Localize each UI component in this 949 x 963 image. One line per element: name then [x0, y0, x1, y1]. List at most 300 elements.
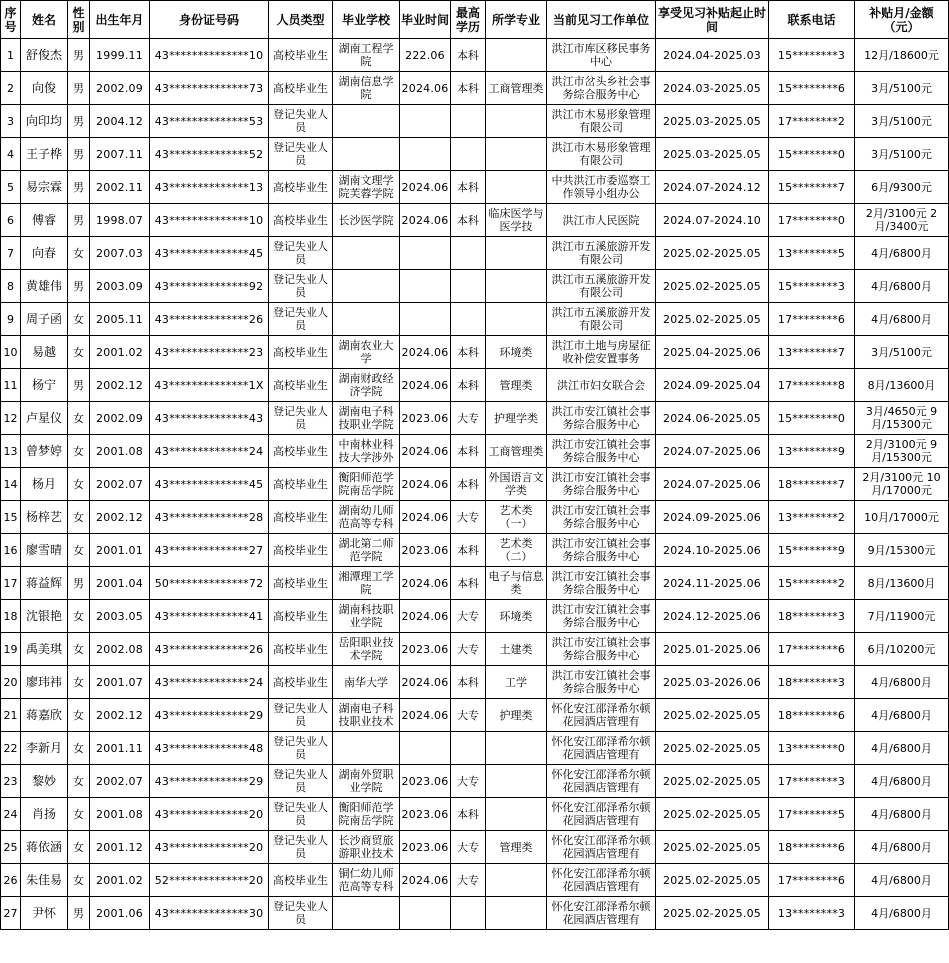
cell-no: 23 [1, 765, 21, 798]
cell-education: 本科 [451, 798, 486, 831]
cell-grad-time [400, 237, 451, 270]
cell-subsidy-period: 2025.02-2025.05 [656, 897, 769, 930]
cell-person-type: 登记失业人员 [269, 237, 333, 270]
cell-work-unit: 洪江市五溪旅游开发有限公司 [547, 303, 656, 336]
cell-phone: 18********7 [769, 468, 855, 501]
cell-major: 工商管理类 [486, 72, 547, 105]
header-id-number: 身份证号码 [150, 1, 269, 39]
cell-birth: 2001.04 [90, 567, 150, 600]
cell-subsidy-period: 2025.01-2025.06 [656, 633, 769, 666]
cell-subsidy-period: 2025.02-2025.05 [656, 831, 769, 864]
cell-phone: 17********6 [769, 864, 855, 897]
cell-gender: 女 [68, 633, 90, 666]
cell-person-type: 高校毕业生 [269, 501, 333, 534]
cell-name: 卢星仪 [21, 402, 68, 435]
cell-gender: 男 [68, 171, 90, 204]
cell-education: 大专 [451, 501, 486, 534]
cell-education: 本科 [451, 336, 486, 369]
cell-subsidy-period: 2024.09-2025.04 [656, 369, 769, 402]
table-row [1, 435, 949, 468]
cell-work-unit: 怀化安江邵泽希尔顿花园酒店管理有 [547, 765, 656, 798]
cell-work-unit: 怀化安江邵泽希尔顿花园酒店管理有 [547, 732, 656, 765]
cell-work-unit: 洪江市安江镇社会事务综合服务中心 [547, 633, 656, 666]
cell-grad-time: 2024.06 [400, 72, 451, 105]
cell-work-unit: 洪江市库区移民事务中心 [547, 39, 656, 72]
cell-subsidy-period: 2025.02-2025.05 [656, 270, 769, 303]
cell-grad-time: 2023.06 [400, 798, 451, 831]
cell-person-type: 登记失业人员 [269, 798, 333, 831]
cell-grad-time: 2024.06 [400, 336, 451, 369]
cell-gender: 男 [68, 72, 90, 105]
cell-gender: 女 [68, 831, 90, 864]
cell-birth: 1998.07 [90, 204, 150, 237]
cell-person-type: 高校毕业生 [269, 204, 333, 237]
cell-gender: 男 [68, 270, 90, 303]
cell-education: 本科 [451, 72, 486, 105]
cell-birth: 2001.06 [90, 897, 150, 930]
cell-major: 护理学类 [486, 402, 547, 435]
header-subsidy-period: 享受见习补贴起止时间 [656, 1, 769, 39]
cell-id-number: 43**************20 [150, 831, 269, 864]
cell-subsidy-period: 2025.03-2026.06 [656, 666, 769, 699]
cell-school [333, 303, 400, 336]
cell-major [486, 171, 547, 204]
table-row [1, 534, 949, 567]
header-school: 毕业学校 [333, 1, 400, 39]
cell-subsidy-period: 2025.02-2025.05 [656, 303, 769, 336]
cell-person-type: 高校毕业生 [269, 534, 333, 567]
cell-grad-time: 222.06 [400, 39, 451, 72]
cell-work-unit: 洪江市岔头乡社会事务综合服务中心 [547, 72, 656, 105]
cell-grad-time [400, 303, 451, 336]
cell-person-type: 登记失业人员 [269, 138, 333, 171]
cell-work-unit: 怀化安江邵泽希尔顿花园酒店管理有 [547, 699, 656, 732]
cell-subsidy-period: 2025.02-2025.05 [656, 237, 769, 270]
cell-work-unit: 怀化安江邵泽希尔顿花园酒店管理有 [547, 864, 656, 897]
cell-grad-time [400, 732, 451, 765]
cell-phone: 15********3 [769, 39, 855, 72]
header-grad-time: 毕业时间 [400, 1, 451, 39]
cell-id-number: 52**************20 [150, 864, 269, 897]
cell-grad-time: 2023.06 [400, 633, 451, 666]
cell-gender: 男 [68, 39, 90, 72]
cell-no: 15 [1, 501, 21, 534]
cell-gender: 女 [68, 666, 90, 699]
cell-school: 湖南外贸职业学院 [333, 765, 400, 798]
cell-subsidy-amount: 12月/18600元 [855, 39, 949, 72]
cell-work-unit: 洪江市五溪旅游开发有限公司 [547, 270, 656, 303]
cell-subsidy-amount: 4月/6800月 [855, 270, 949, 303]
cell-school: 湖北第二师范学院 [333, 534, 400, 567]
cell-subsidy-amount: 3月/4650元 9月/15300元 [855, 402, 949, 435]
cell-gender: 男 [68, 204, 90, 237]
table-row [1, 138, 949, 171]
cell-name: 蒋依涵 [21, 831, 68, 864]
cell-birth: 2001.02 [90, 336, 150, 369]
cell-birth: 2001.08 [90, 435, 150, 468]
cell-no: 14 [1, 468, 21, 501]
cell-no: 6 [1, 204, 21, 237]
cell-no: 20 [1, 666, 21, 699]
cell-education: 本科 [451, 435, 486, 468]
cell-id-number: 43**************24 [150, 435, 269, 468]
cell-gender: 男 [68, 567, 90, 600]
cell-no: 22 [1, 732, 21, 765]
cell-id-number: 43**************10 [150, 204, 269, 237]
cell-person-type: 高校毕业生 [269, 567, 333, 600]
table-row [1, 336, 949, 369]
cell-grad-time: 2023.06 [400, 534, 451, 567]
cell-subsidy-amount: 6月/9300元 [855, 171, 949, 204]
cell-no: 4 [1, 138, 21, 171]
cell-major [486, 897, 547, 930]
cell-education [451, 105, 486, 138]
cell-id-number: 43**************92 [150, 270, 269, 303]
cell-birth: 1999.11 [90, 39, 150, 72]
table-row [1, 633, 949, 666]
cell-id-number: 43**************48 [150, 732, 269, 765]
cell-subsidy-amount: 4月/6800月 [855, 732, 949, 765]
cell-subsidy-amount: 9月/15300元 [855, 534, 949, 567]
cell-id-number: 43**************29 [150, 765, 269, 798]
cell-birth: 2002.07 [90, 765, 150, 798]
cell-major: 土建类 [486, 633, 547, 666]
cell-work-unit: 洪江市安江镇社会事务综合服务中心 [547, 501, 656, 534]
cell-grad-time: 2023.06 [400, 765, 451, 798]
cell-work-unit: 中共洪江市委巡察工作领导小组办公 [547, 171, 656, 204]
header-phone: 联系电话 [769, 1, 855, 39]
cell-gender: 女 [68, 237, 90, 270]
cell-subsidy-period: 2025.03-2025.05 [656, 138, 769, 171]
cell-name: 曾梦婷 [21, 435, 68, 468]
cell-person-type: 高校毕业生 [269, 171, 333, 204]
cell-person-type: 登记失业人员 [269, 270, 333, 303]
table-row [1, 798, 949, 831]
cell-major [486, 138, 547, 171]
cell-subsidy-period: 2024.04-2025.03 [656, 39, 769, 72]
cell-major: 工学 [486, 666, 547, 699]
cell-school: 湖南科技职业学院 [333, 600, 400, 633]
cell-grad-time: 2023.06 [400, 402, 451, 435]
cell-major [486, 105, 547, 138]
cell-gender: 女 [68, 732, 90, 765]
cell-phone: 15********0 [769, 138, 855, 171]
cell-school: 铜仁幼儿师范高等专科 [333, 864, 400, 897]
cell-birth: 2002.12 [90, 369, 150, 402]
cell-grad-time: 2024.06 [400, 468, 451, 501]
cell-grad-time: 2024.06 [400, 369, 451, 402]
cell-phone: 17********2 [769, 105, 855, 138]
cell-subsidy-amount: 3月/5100元 [855, 72, 949, 105]
cell-subsidy-amount: 7月/11900元 [855, 600, 949, 633]
header-birth: 出生年月 [90, 1, 150, 39]
cell-education: 本科 [451, 204, 486, 237]
cell-subsidy-amount: 2月/3100元 9月/15300元 [855, 435, 949, 468]
cell-birth: 2003.05 [90, 600, 150, 633]
cell-no: 25 [1, 831, 21, 864]
cell-name: 廖玮袆 [21, 666, 68, 699]
header-person-type: 人员类型 [269, 1, 333, 39]
cell-subsidy-period: 2024.07-2025.06 [656, 468, 769, 501]
cell-id-number: 43**************28 [150, 501, 269, 534]
cell-major [486, 237, 547, 270]
cell-work-unit: 洪江市妇女联合会 [547, 369, 656, 402]
cell-id-number: 43**************30 [150, 897, 269, 930]
cell-no: 7 [1, 237, 21, 270]
cell-phone: 13********2 [769, 501, 855, 534]
cell-major: 艺术类（二） [486, 534, 547, 567]
cell-name: 杨月 [21, 468, 68, 501]
cell-birth: 2001.07 [90, 666, 150, 699]
cell-major [486, 39, 547, 72]
cell-gender: 女 [68, 600, 90, 633]
cell-no: 17 [1, 567, 21, 600]
header-name: 姓名 [21, 1, 68, 39]
table-header-row [1, 1, 949, 39]
cell-work-unit: 怀化安江邵泽希尔顿花园酒店管理有 [547, 831, 656, 864]
cell-school [333, 270, 400, 303]
cell-education: 大专 [451, 831, 486, 864]
header-major: 所学专业 [486, 1, 547, 39]
cell-work-unit: 洪江市木易形象管理有限公司 [547, 105, 656, 138]
cell-subsidy-period: 2024.12-2025.06 [656, 600, 769, 633]
cell-school: 湖南电子科技职业技术 [333, 699, 400, 732]
cell-grad-time [400, 105, 451, 138]
cell-no: 13 [1, 435, 21, 468]
cell-id-number: 43**************45 [150, 468, 269, 501]
cell-school: 中南林业科技大学涉外 [333, 435, 400, 468]
table-row [1, 765, 949, 798]
cell-education: 本科 [451, 39, 486, 72]
table-row [1, 39, 949, 72]
cell-grad-time: 2024.06 [400, 699, 451, 732]
cell-grad-time [400, 138, 451, 171]
cell-education: 大专 [451, 864, 486, 897]
cell-id-number: 43**************43 [150, 402, 269, 435]
cell-school: 湖南文理学院芙蓉学院 [333, 171, 400, 204]
cell-birth: 2001.12 [90, 831, 150, 864]
cell-phone: 18********6 [769, 831, 855, 864]
table-row [1, 831, 949, 864]
cell-work-unit: 洪江市人民医院 [547, 204, 656, 237]
cell-birth: 2001.02 [90, 864, 150, 897]
cell-education: 本科 [451, 171, 486, 204]
cell-name: 蒋嘉欣 [21, 699, 68, 732]
cell-subsidy-period: 2025.03-2025.05 [656, 105, 769, 138]
cell-person-type: 登记失业人员 [269, 732, 333, 765]
cell-subsidy-amount: 4月/6800月 [855, 765, 949, 798]
cell-education: 本科 [451, 468, 486, 501]
cell-name: 黎妙 [21, 765, 68, 798]
cell-subsidy-period: 2025.02-2025.05 [656, 798, 769, 831]
cell-id-number: 43**************41 [150, 600, 269, 633]
cell-phone: 18********6 [769, 699, 855, 732]
cell-gender: 女 [68, 303, 90, 336]
cell-subsidy-period: 2024.09-2025.06 [656, 501, 769, 534]
cell-name: 周子函 [21, 303, 68, 336]
cell-major: 环境类 [486, 336, 547, 369]
cell-grad-time: 2024.06 [400, 204, 451, 237]
cell-birth: 2002.11 [90, 171, 150, 204]
cell-no: 21 [1, 699, 21, 732]
cell-major: 护理类 [486, 699, 547, 732]
cell-subsidy-period: 2024.06-2025.05 [656, 402, 769, 435]
cell-id-number: 43**************53 [150, 105, 269, 138]
cell-name: 肖扬 [21, 798, 68, 831]
cell-no: 2 [1, 72, 21, 105]
table-row [1, 501, 949, 534]
cell-subsidy-amount: 2月/3100元 2月/3400元 [855, 204, 949, 237]
cell-subsidy-amount: 4月/6800月 [855, 798, 949, 831]
cell-id-number: 43**************26 [150, 303, 269, 336]
cell-subsidy-amount: 4月/6800月 [855, 864, 949, 897]
cell-gender: 男 [68, 897, 90, 930]
cell-no: 11 [1, 369, 21, 402]
cell-work-unit: 洪江市安江镇社会事务综合服务中心 [547, 567, 656, 600]
cell-person-type: 登记失业人员 [269, 831, 333, 864]
cell-work-unit: 洪江市安江镇社会事务综合服务中心 [547, 402, 656, 435]
cell-id-number: 43**************20 [150, 798, 269, 831]
cell-gender: 女 [68, 534, 90, 567]
cell-birth: 2003.09 [90, 270, 150, 303]
cell-gender: 女 [68, 864, 90, 897]
cell-name: 向俊 [21, 72, 68, 105]
cell-id-number: 43**************73 [150, 72, 269, 105]
cell-subsidy-amount: 10月/17000元 [855, 501, 949, 534]
cell-name: 傅睿 [21, 204, 68, 237]
cell-name: 舒俊杰 [21, 39, 68, 72]
cell-no: 19 [1, 633, 21, 666]
cell-grad-time [400, 270, 451, 303]
cell-name: 朱佳易 [21, 864, 68, 897]
cell-grad-time: 2024.06 [400, 600, 451, 633]
cell-school [333, 105, 400, 138]
cell-phone: 15********7 [769, 171, 855, 204]
cell-work-unit: 洪江市安江镇社会事务综合服务中心 [547, 468, 656, 501]
cell-phone: 17********3 [769, 765, 855, 798]
cell-major: 管理类 [486, 369, 547, 402]
cell-major [486, 270, 547, 303]
header-gender: 性别 [68, 1, 90, 39]
cell-phone: 18********3 [769, 666, 855, 699]
cell-no: 3 [1, 105, 21, 138]
cell-id-number: 43**************29 [150, 699, 269, 732]
cell-work-unit: 洪江市安江镇社会事务综合服务中心 [547, 666, 656, 699]
cell-subsidy-amount: 6月/10200元 [855, 633, 949, 666]
cell-no: 27 [1, 897, 21, 930]
cell-education: 本科 [451, 567, 486, 600]
cell-grad-time: 2023.06 [400, 831, 451, 864]
cell-phone: 13********5 [769, 237, 855, 270]
cell-major [486, 303, 547, 336]
cell-no: 16 [1, 534, 21, 567]
cell-major [486, 864, 547, 897]
cell-subsidy-amount: 3月/5100元 [855, 138, 949, 171]
cell-subsidy-amount: 4月/6800月 [855, 666, 949, 699]
cell-gender: 女 [68, 765, 90, 798]
cell-school [333, 897, 400, 930]
cell-subsidy-period: 2025.02-2025.05 [656, 765, 769, 798]
table-row [1, 270, 949, 303]
cell-no: 24 [1, 798, 21, 831]
table-row [1, 303, 949, 336]
cell-subsidy-period: 2024.10-2025.06 [656, 534, 769, 567]
cell-school [333, 237, 400, 270]
cell-birth: 2002.12 [90, 699, 150, 732]
cell-work-unit: 洪江市五溪旅游开发有限公司 [547, 237, 656, 270]
cell-phone: 17********8 [769, 369, 855, 402]
cell-subsidy-period: 2025.02-2025.05 [656, 864, 769, 897]
cell-grad-time: 2024.06 [400, 864, 451, 897]
cell-no: 10 [1, 336, 21, 369]
cell-phone: 17********6 [769, 303, 855, 336]
cell-subsidy-amount: 4月/6800月 [855, 237, 949, 270]
cell-person-type: 高校毕业生 [269, 864, 333, 897]
cell-id-number: 43**************27 [150, 534, 269, 567]
cell-no: 12 [1, 402, 21, 435]
cell-education: 大专 [451, 600, 486, 633]
cell-major: 外国语言文学类 [486, 468, 547, 501]
cell-major: 环境类 [486, 600, 547, 633]
table-row [1, 171, 949, 204]
cell-education [451, 237, 486, 270]
cell-name: 禹美琪 [21, 633, 68, 666]
cell-subsidy-amount: 8月/13600月 [855, 369, 949, 402]
cell-subsidy-amount: 4月/6800月 [855, 699, 949, 732]
cell-school: 湖南农业大学 [333, 336, 400, 369]
cell-major: 管理类 [486, 831, 547, 864]
cell-name: 黄雄伟 [21, 270, 68, 303]
cell-id-number: 50**************72 [150, 567, 269, 600]
cell-school [333, 732, 400, 765]
cell-no: 8 [1, 270, 21, 303]
cell-person-type: 高校毕业生 [269, 468, 333, 501]
cell-person-type: 登记失业人员 [269, 897, 333, 930]
cell-id-number: 43**************1X [150, 369, 269, 402]
cell-birth: 2007.11 [90, 138, 150, 171]
cell-birth: 2002.09 [90, 72, 150, 105]
cell-name: 蒋益辉 [21, 567, 68, 600]
cell-birth: 2004.12 [90, 105, 150, 138]
cell-id-number: 43**************26 [150, 633, 269, 666]
cell-name: 廖雪晴 [21, 534, 68, 567]
cell-subsidy-amount: 4月/6800月 [855, 831, 949, 864]
cell-name: 杨梓艺 [21, 501, 68, 534]
cell-birth: 2002.09 [90, 402, 150, 435]
cell-grad-time: 2024.06 [400, 435, 451, 468]
cell-person-type: 登记失业人员 [269, 303, 333, 336]
cell-subsidy-amount: 8月/13600月 [855, 567, 949, 600]
cell-education [451, 303, 486, 336]
table-row [1, 369, 949, 402]
cell-work-unit: 怀化安江邵泽希尔顿花园酒店管理有 [547, 897, 656, 930]
cell-work-unit: 洪江市安江镇社会事务综合服务中心 [547, 435, 656, 468]
cell-birth: 2001.08 [90, 798, 150, 831]
cell-school: 衡阳师范学院南岳学院 [333, 798, 400, 831]
cell-birth: 2001.11 [90, 732, 150, 765]
table-row [1, 732, 949, 765]
cell-person-type: 登记失业人员 [269, 402, 333, 435]
cell-id-number: 43**************24 [150, 666, 269, 699]
table-row [1, 72, 949, 105]
cell-phone: 15********0 [769, 402, 855, 435]
cell-person-type: 登记失业人员 [269, 699, 333, 732]
cell-gender: 男 [68, 369, 90, 402]
cell-subsidy-period: 2025.04-2025.06 [656, 336, 769, 369]
cell-subsidy-amount: 4月/6800月 [855, 897, 949, 930]
cell-person-type: 高校毕业生 [269, 72, 333, 105]
cell-gender: 女 [68, 336, 90, 369]
